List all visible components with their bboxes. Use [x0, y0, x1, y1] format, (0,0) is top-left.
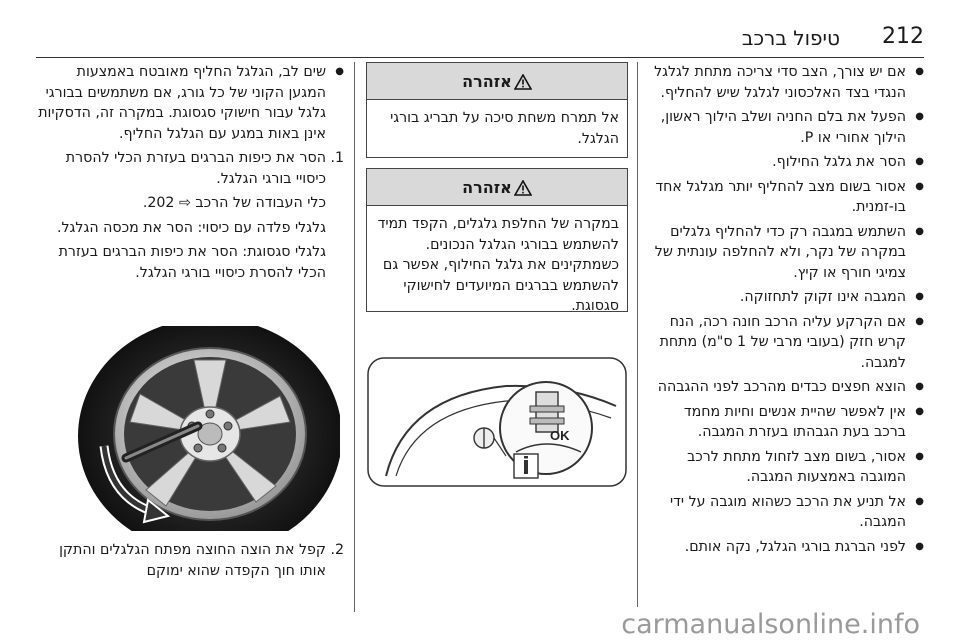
list-item: ● לפני הברגת בורגי הגלגל, נקה אותם. — [648, 537, 924, 558]
left-column — [36, 62, 344, 287]
list-item: ● אסור, בשום מצב לזחול מתחת לרכב המוגבה באמצעות המגבה. — [648, 447, 924, 488]
list-item: ● השתמש במגבה רק כדי להחליף גלגלים במקרה של נקר, ולא להחלפה עונתית של צמיגי חורף או קיץ. — [648, 222, 924, 284]
step-item — [36, 148, 344, 189]
warning-triangle-icon — [514, 74, 532, 90]
valve-drawing — [366, 356, 628, 488]
warning-box — [366, 168, 628, 312]
page-header — [0, 24, 960, 60]
warning-box — [366, 62, 628, 158]
warning-text: אל תמרח משחת סיכה על תבריג בורגי הגלגל. — [390, 110, 619, 147]
reference-text: כלי העבודה של הרכב — [195, 195, 326, 211]
valve-ok-label: OK — [550, 428, 570, 443]
warning-header — [367, 63, 627, 100]
warning-text: במקרה של החלפת גלגלים, הקפד תמיד להשתמש בבורגי הגלגל הנכונים. כשמתקינים את גלגל החילוף, אפשר גם להשתמש בברגים המיועדים לחישוקי סגסוגת. — [377, 216, 619, 314]
warning-triangle-icon — [514, 180, 532, 196]
watermark: carmanualsonline.info — [621, 609, 920, 640]
valve-illustration — [366, 356, 628, 488]
page-title: טיפול ברכב — [741, 26, 840, 50]
list-item: ● אין לאפשר שהיית אנשים וחיות מחמד ברכב בעת הגבהתו בעזרת המגבה. — [648, 402, 924, 443]
step-item — [36, 540, 344, 581]
step-number: 2. — [330, 542, 344, 558]
wheel-illustration — [70, 326, 340, 531]
step-number: 1. — [330, 150, 344, 166]
page-number: 212 — [882, 24, 924, 49]
list-item: ● הסר את גלגל החילוף. — [648, 152, 924, 173]
list-item: ● אל תניע את הרכב כשהוא מוגבה על ידי המגבה. — [648, 492, 924, 533]
step-text: קפל את הוצה החוצה מפתח הגלגלים והתקן אותו חוך הקפדה שהוא ימוקם — [59, 542, 326, 579]
warning-title: אזהרה — [462, 72, 512, 91]
reference-page: 202 — [147, 195, 175, 211]
step-sub-item: גלגלי פלדה עם כיסוי: הסר את מכסה הגלגל. — [56, 219, 326, 236]
list-item: ● אסור בשום מצב להחליף יותר מגלגל אחד בו-זמנית. — [648, 177, 924, 218]
warning-title: אזהרה — [462, 178, 512, 197]
step-text: הסר את כיפות הברגים בעזרת הכלי להסרת כיסויי בורגי הגלגל. — [65, 150, 326, 187]
column-divider — [637, 62, 638, 607]
list-item: ● אם יש צורך, הצב סדי צריכה מתחת לגלגל הנגדי בצד האלכסוני לגלגל שיש להחליף. — [648, 62, 924, 103]
list-item: ● הפעל את בלם החניה ושלב הילוך ראשון, הילוך אחורי או P. — [648, 107, 924, 148]
page-ref-icon: ⇨ — [178, 195, 191, 211]
list-item: ● שים לב, הגלגל החליף מאובטח באמצעות המגען הקוני של כל גורג, אם משתמשים בבורגי גלגל עבור חישוקי סגסוגת. במקרה זה, הדסקיות אינן באות במגע עם הגלגל החליף. — [36, 62, 344, 144]
list-item: ● המגבה אינו זקוק לתחזוקה. — [648, 287, 924, 308]
column-divider — [354, 62, 355, 612]
list-item: ● הוצא חפצים כבדים מהרכב לפני ההגבהה — [648, 377, 924, 398]
step-reference: כלי העבודה של הרכב ⇨ 202. — [142, 195, 326, 211]
left-column-bottom — [36, 540, 344, 585]
step-sub-item: גלגלי סגסוגת: הסר את כיפות הברגים בעזרת הכלי להסרת כיסויי בורגי הגלגל. — [58, 244, 326, 281]
header-rule — [36, 57, 924, 58]
wheel-drawing — [70, 326, 340, 531]
list-item: ● אם הקרקע עליה הרכב חונה רכה, הנח קרש חזק (בעובי מרבי של 1 ס"מ) מתחת למגבה. — [648, 312, 924, 374]
right-column — [648, 62, 924, 561]
warning-header — [367, 169, 627, 206]
